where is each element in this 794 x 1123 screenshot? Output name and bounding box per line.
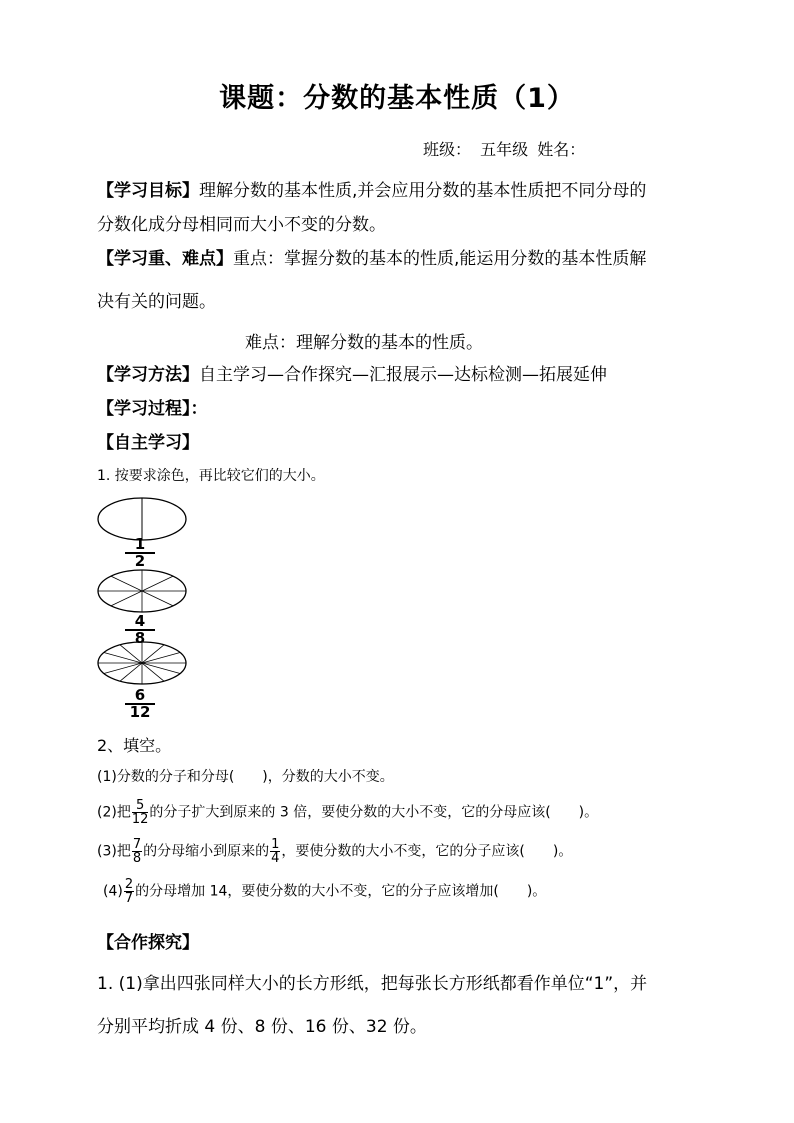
keypoints-line2: 决有关的问题。	[97, 292, 216, 312]
question-1: 1. 按要求涂色，再比较它们的大小。	[97, 468, 325, 484]
fill-2: (2)把 $\frac{5}{12}$ 的分子扩大到原来的 3 倍，要使分数的大小不变，它的分母应该( )。	[97, 798, 599, 827]
keypoints-line1	[97, 244, 646, 269]
page-title: 课题：分数的基本性质（1）	[219, 83, 575, 114]
cooperate-tag: 【合作探究】	[97, 933, 199, 953]
keypoints-tag: 【学习重、难点】	[97, 249, 233, 269]
fraction-6-12: 6 12	[125, 688, 155, 720]
method-line	[97, 360, 607, 385]
keypoints-text1: 重点：掌握分数的基本的性质,能运用分数的基本性质解	[233, 249, 647, 269]
fill-1: (1)分数的分子和分母( )，分数的大小不变。	[97, 769, 394, 785]
keypoints-line3: 难点：理解分数的基本的性质。	[245, 333, 483, 353]
fraction-2-7: $\frac{2}{7}$	[124, 877, 134, 906]
process-tag: 【学习过程】：	[97, 399, 208, 419]
method-text: 自主学习—合作探究—汇报展示—达标检测—拓展延伸	[199, 365, 607, 385]
goal-line2: 分数化成分母相同而大小不变的分数。	[97, 215, 386, 235]
self-study-tag: 【自主学习】	[97, 433, 199, 453]
fraction-1-2: 1 2	[125, 537, 155, 569]
fraction-4-8: 4 8	[125, 614, 155, 646]
cooperate-line2: 分别平均折成 4 份、8 份、16 份、32 份。	[97, 1017, 427, 1037]
goal-text1: 理解分数的基本性质,并会应用分数的基本性质把不同分母的	[199, 181, 647, 201]
ellipse-eighths	[96, 568, 188, 614]
fraction-1-4: $\frac{1}{4}$	[271, 837, 280, 866]
goal-line1	[97, 176, 646, 201]
ellipse-twelfths	[96, 640, 188, 686]
class-label: 班级：	[423, 140, 472, 159]
fill-4: (4) $\frac{2}{7}$ 的分母增加 14，要使分数的大小不变，它的分子应该增加( )。	[103, 877, 547, 906]
cooperate-line1: 1. (1)拿出四张同样大小的长方形纸，把每张长方形纸都看作单位“1”，并	[97, 974, 648, 994]
goal-tag: 【学习目标】	[97, 181, 199, 201]
name-label: 姓名：	[537, 140, 586, 159]
class-info	[423, 137, 589, 160]
question-2: 2、填空。	[97, 736, 172, 755]
fraction-7-8: $\frac{7}{8}$	[132, 837, 142, 866]
method-tag: 【学习方法】	[97, 365, 199, 385]
fill-3: (3)把 $\frac{7}{8}$ 的分母缩小到原来的 $\frac{1}{4}$ ，要使分数的大小不变，它的分子应该( )。	[97, 837, 573, 866]
grade-value: 五年级	[480, 140, 529, 159]
fraction-5-12: $\frac{5}{12}$	[131, 798, 149, 827]
